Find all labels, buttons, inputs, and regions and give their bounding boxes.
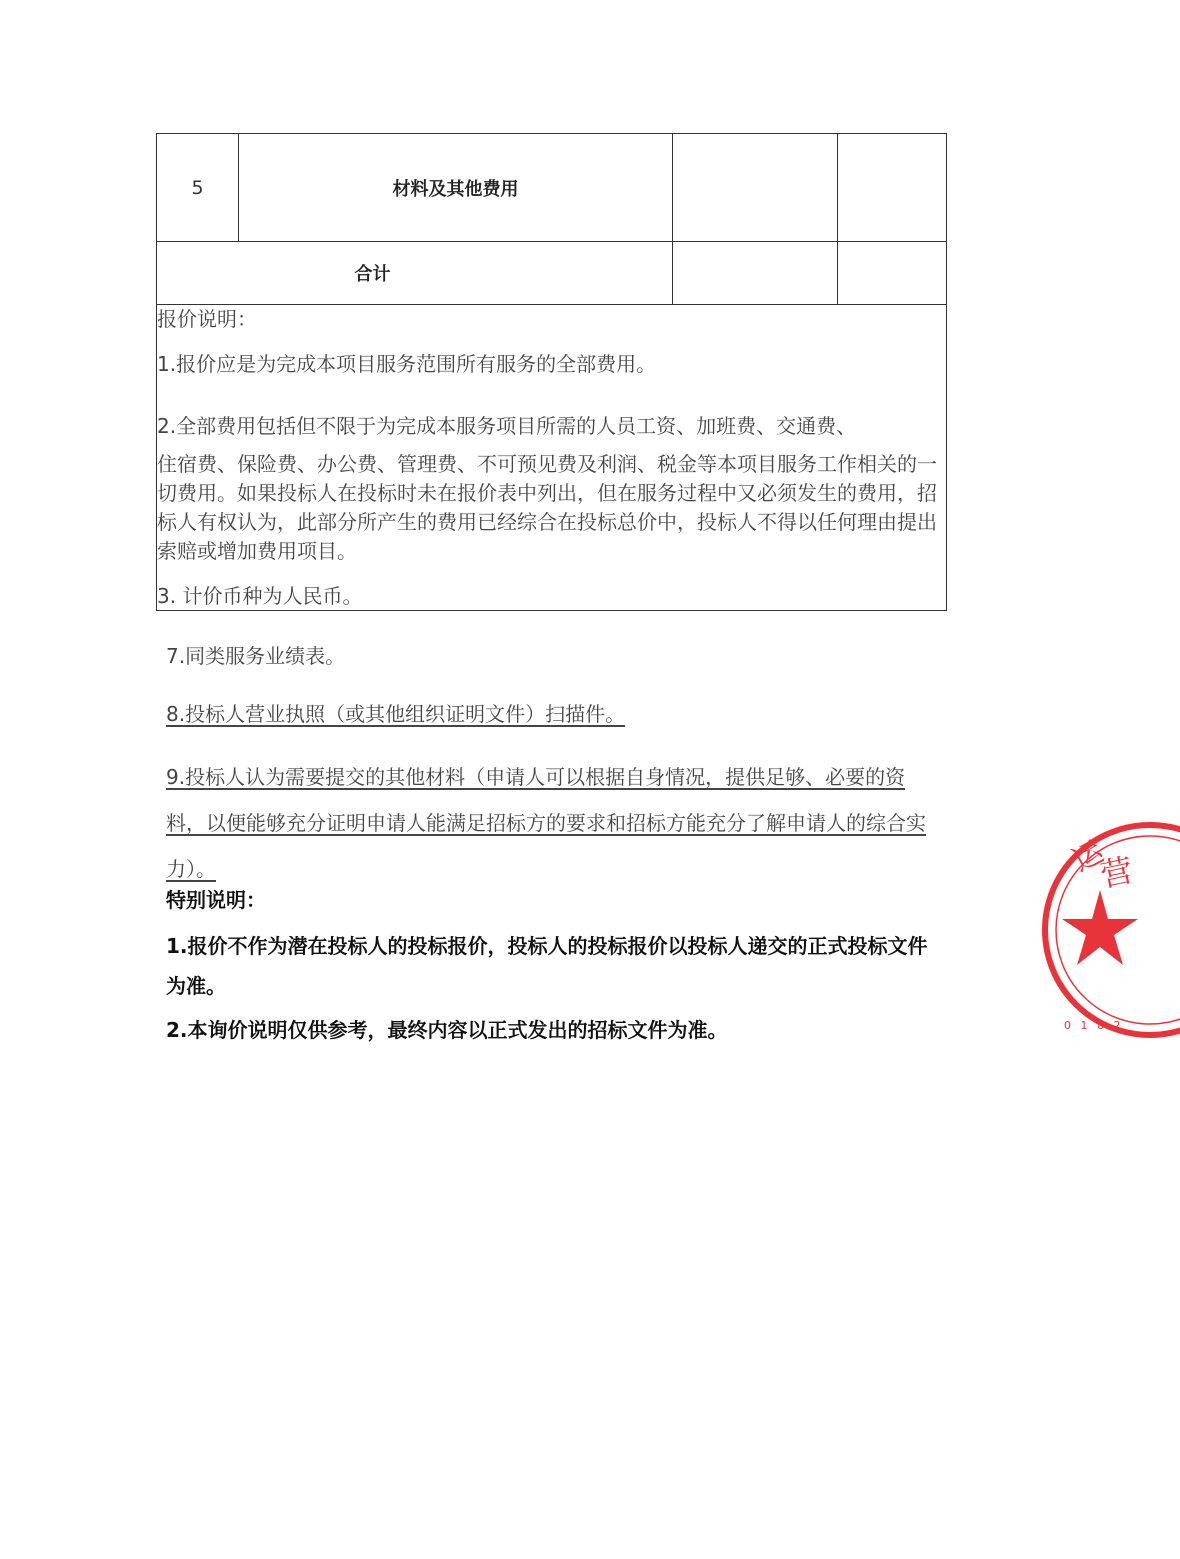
total-amount-cell	[673, 242, 838, 305]
quote-notes-row	[157, 305, 947, 611]
row-remark-cell	[838, 134, 947, 242]
total-remark-cell	[838, 242, 947, 305]
quote-note-2-rest: 住宿费、保险费、办公费、管理费、不可预见费及利润、税金等本项目服务工作相关的一切费用。如果投标人在投标时未在报价表中列出，但在服务过程中又必须发生的费用，招标人有权认为，此部分所产生的费用已经综合在投标总价中，投标人不得以任何理由提出索赔或增加费用项目。	[157, 452, 937, 563]
list-item-9-wrap	[166, 754, 936, 892]
svg-text:运: 运	[1066, 834, 1110, 880]
quote-table	[156, 133, 947, 611]
row-amount-cell	[673, 134, 838, 242]
special-note-2: 2.本询价说明仅供参考，最终内容以正式发出的招标文件为准。	[166, 1018, 728, 1042]
list-item-8-wrap	[166, 700, 936, 728]
special-notes-heading: 特别说明：	[166, 888, 266, 912]
table-total-row	[157, 242, 947, 305]
svg-text:0 1 8 2: 0 1 8 2	[1064, 1019, 1124, 1032]
special-note-1: 1.报价不作为潜在投标人的投标报价，投标人的投标报价以投标人递交的正式投标文件为准。	[166, 934, 928, 998]
list-item-7: 7.同类服务业绩表。	[166, 644, 346, 668]
list-item-8: 8.投标人营业执照（或其他组织证明文件）扫描件。	[166, 702, 626, 726]
row-item-name: 材料及其他费用	[239, 134, 673, 242]
company-seal-stamp	[1030, 815, 1180, 1045]
total-label: 合计	[157, 242, 673, 305]
quote-note-2-line1: 2.全部费用包括但不限于为完成本服务项目所需的人员工资、加班费、交通费、	[157, 414, 857, 438]
list-item-9: 9.投标人认为需要提交的其他材料（申请人可以根据自身情况，提供足够、必要的资料，以便能够充分证明申请人能满足招标方的要求和招标方能充分了解申请人的综合实力）。	[166, 765, 926, 881]
table-row	[157, 134, 947, 242]
quote-note-1: 1.报价应是为完成本项目服务范围所有服务的全部费用。	[157, 352, 657, 376]
quote-notes-heading: 报价说明：	[157, 307, 257, 331]
row-number: 5	[157, 134, 239, 242]
svg-text:营: 营	[1097, 850, 1137, 895]
quote-note-3: 3. 计价币种为人民币。	[157, 584, 363, 608]
quote-notes	[157, 305, 947, 611]
